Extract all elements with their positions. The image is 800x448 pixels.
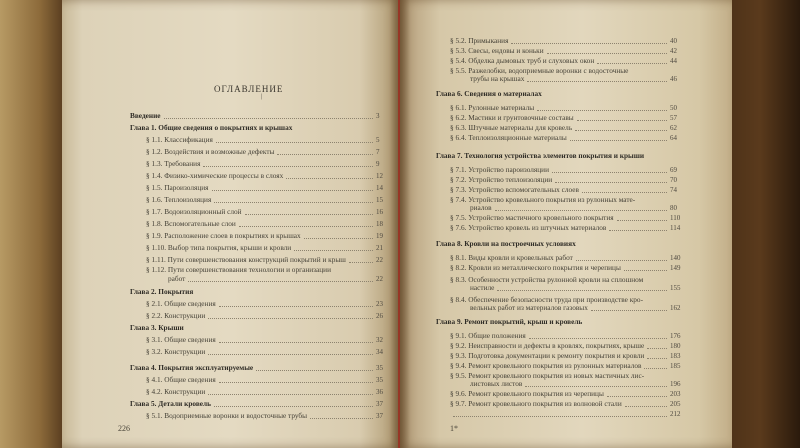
leader-dots <box>208 354 373 356</box>
leader-dots <box>212 190 373 192</box>
toc-entry: § 9.2. Неисправности и дефекты в кровлях, покрытиях, крыше <box>450 341 645 350</box>
toc-entry: § 1.8. Вспомогательные слои <box>146 219 236 228</box>
toc-page-number: 185 <box>670 362 681 370</box>
leader-dots <box>576 260 667 262</box>
leader-dots <box>529 338 667 340</box>
toc-entry: § 1.11. Пути совершенствования конструкций покрытий и крыш <box>146 255 346 264</box>
toc-page-number: 70 <box>670 176 677 184</box>
toc-entry: § 1.1. Классификация <box>146 135 213 144</box>
leader-dots <box>597 63 667 65</box>
toc-entry: Введение <box>130 111 161 120</box>
toc-entry: § 9.7. Ремонт кровельного покрытия из волновой стали <box>450 399 622 408</box>
toc-entry: § 7.4. Устройство кровельного покрытия из рулонных мате- <box>450 195 636 204</box>
toc-page-number: 37 <box>376 400 383 408</box>
toc-entry: § 4.2. Конструкции <box>146 387 206 396</box>
leader-dots <box>537 110 667 112</box>
toc-page-number: 162 <box>670 304 681 312</box>
toc-entry: листовых листов <box>470 379 523 388</box>
leader-dots <box>625 406 667 408</box>
toc-page-number: 64 <box>670 134 677 142</box>
toc-page-number: 74 <box>670 186 677 194</box>
toc-page-number: 205 <box>670 400 681 408</box>
toc-entry: вельных работ из материалов газовых <box>470 303 588 312</box>
toc-entry: § 9.6. Ремонт кровельного покрытия из черепицы <box>450 389 604 398</box>
toc-entry: Глава 1. Общие сведения о покрытиях и крышах <box>130 123 293 132</box>
toc-entry: § 6.2. Мастики и грунтовочные составы <box>450 113 574 122</box>
contents-title: ОГЛАВЛЕНИЕ <box>214 84 284 94</box>
toc-entry: § 9.3. Подготовка документации к ремонту покрытия и кровли <box>450 351 645 360</box>
toc-entry: Глава 7. Технология устройства элементов покрытия и крыши <box>436 151 645 160</box>
leader-dots <box>607 396 667 398</box>
leader-dots <box>552 172 667 174</box>
leader-dots <box>511 43 667 45</box>
toc-entry: Глава 3. Крыши <box>130 323 184 332</box>
leader-dots <box>214 406 373 408</box>
toc-entry: трубы на крышах <box>470 74 525 83</box>
leader-dots <box>547 53 667 55</box>
leader-dots <box>644 368 667 370</box>
toc-entry: § 1.9. Расположение слоев в покрытиях и крышах <box>146 231 301 240</box>
leader-dots <box>577 120 667 122</box>
leader-dots <box>245 214 373 216</box>
right-page-number: 1* <box>450 424 458 433</box>
toc-page-number: 26 <box>376 312 383 320</box>
toc-page-number: 62 <box>670 124 677 132</box>
leader-dots <box>575 130 667 132</box>
toc-page-number: 155 <box>670 284 681 292</box>
toc-page-number: 14 <box>376 184 383 192</box>
toc-page-number: 12 <box>376 172 383 180</box>
toc-entry: § 5.3. Свесы, ендовы и коньки <box>450 46 544 55</box>
leader-dots <box>294 250 373 252</box>
toc-page-number: 7 <box>376 148 380 156</box>
toc-entry: § 1.3. Требования <box>146 159 201 168</box>
leader-dots <box>286 178 373 180</box>
toc-entry: § 3.2. Конструкции <box>146 347 206 356</box>
leader-dots <box>219 306 373 308</box>
leader-dots <box>208 318 373 320</box>
toc-entry: риалов <box>470 203 492 212</box>
toc-entry: § 5.1. Водоприемные воронки и водосточные трубы <box>146 411 308 420</box>
toc-entry: § 6.4. Теплоизоляционные материалы <box>450 133 567 142</box>
leader-dots <box>214 202 373 204</box>
toc-page-number: 50 <box>670 104 677 112</box>
toc-page-number: 183 <box>670 352 681 360</box>
toc-entry: § 1.7. Водоизоляционный слой <box>146 207 242 216</box>
leader-dots <box>203 166 373 168</box>
leader-dots <box>617 220 667 222</box>
toc-entry: § 8.4. Обеспечение безопасности труда при производстве кро- <box>450 295 644 304</box>
toc-page-number: 9 <box>376 160 380 168</box>
right-page <box>400 0 732 448</box>
toc-page-number: 44 <box>670 57 677 65</box>
leader-dots <box>555 182 667 184</box>
toc-entry: § 1.4. Физико-химические процессы в слоях <box>146 171 284 180</box>
toc-page-number: 23 <box>376 300 383 308</box>
toc-entry: Глава 4. Покрытия эксплуатируемые <box>130 363 254 372</box>
toc-page-number: 19 <box>376 232 383 240</box>
toc-entry: § 3.1. Общие сведения <box>146 335 216 344</box>
toc-entry: § 6.3. Штучные материалы для кровель <box>450 123 573 132</box>
leader-dots <box>277 154 373 156</box>
toc-page-number: 21 <box>376 244 383 252</box>
toc-entry: § 1.10. Выбор типа покрытия, крыши и кровли <box>146 243 292 252</box>
leader-dots <box>582 192 667 194</box>
leader-dots <box>164 118 373 120</box>
toc-page-number: 3 <box>376 112 380 120</box>
toc-entry: § 6.1. Рулонные материалы <box>450 103 535 112</box>
leader-dots <box>216 142 373 144</box>
leader-dots <box>495 210 667 212</box>
toc-page-number: 22 <box>376 256 383 264</box>
left-page <box>62 0 400 448</box>
toc-page-number: 114 <box>670 224 681 232</box>
leader-dots <box>256 370 373 372</box>
toc-entry: § 7.6. Устройство кровель из штучных материалов <box>450 223 607 232</box>
leader-dots <box>591 310 667 312</box>
toc-entry: § 2.2. Конструкции <box>146 311 206 320</box>
toc-page-number: 36 <box>376 388 383 396</box>
toc-page-number: 15 <box>376 196 383 204</box>
toc-page-number: 40 <box>670 37 677 45</box>
toc-entry: § 5.2. Примыкания <box>450 36 509 45</box>
toc-entry: § 7.1. Устройство пароизоляции <box>450 165 549 174</box>
leader-dots <box>208 394 373 396</box>
toc-entry: § 9.5. Ремонт кровельного покрытия из новых мастичных лис- <box>450 371 645 380</box>
toc-entry: § 7.5. Устройство мастичного кровельного покрытия <box>450 213 614 222</box>
leader-dots <box>304 238 373 240</box>
toc-page-number: 37 <box>376 412 383 420</box>
toc-entry: § 4.1. Общие сведения <box>146 375 216 384</box>
leader-dots <box>188 281 373 283</box>
toc-entry: Глава 8. Кровли на построечных условиях <box>436 239 576 248</box>
toc-entry: § 9.4. Ремонт кровельного покрытия из рулонных материалов <box>450 361 642 370</box>
leader-dots <box>647 348 667 350</box>
toc-page-number: 16 <box>376 208 383 216</box>
toc-page-number: 22 <box>376 275 383 283</box>
toc-page-number: 212 <box>670 410 681 418</box>
toc-page-number: 57 <box>670 114 677 122</box>
leader-dots <box>219 342 373 344</box>
toc-page-number: 180 <box>670 342 681 350</box>
toc-page-number: 149 <box>670 264 681 272</box>
toc-page-number: 32 <box>376 336 383 344</box>
toc-entry: § 5.4. Обделка дымовых труб и слуховых окон <box>450 56 595 65</box>
toc-entry: Глава 6. Сведения о материалах <box>436 89 542 98</box>
leader-dots <box>527 81 667 83</box>
toc-entry: § 5.5. Разжелобки, водоприемные воронки с водосточные <box>450 66 629 75</box>
toc-page-number: 18 <box>376 220 383 228</box>
toc-page-number: 140 <box>670 254 681 262</box>
toc-entry: § 1.2. Воздействия и возможные дефекты <box>146 147 275 156</box>
toc-page-number: 5 <box>376 136 380 144</box>
leader-dots <box>310 418 373 420</box>
toc-page-number: 42 <box>670 47 677 55</box>
leader-dots <box>239 226 373 228</box>
toc-entry: Глава 2. Покрытия <box>130 287 194 296</box>
toc-page-number: 69 <box>670 166 677 174</box>
leader-dots <box>497 290 667 292</box>
toc-entry: § 8.3. Особенности устройства рулонной кровли на сплошном <box>450 275 644 284</box>
toc-entry: Глава 5. Детали кровель <box>130 399 211 408</box>
leader-dots <box>525 386 667 388</box>
toc-entry: § 1.6. Теплоизоляция <box>146 195 212 204</box>
toc-entry: Глава 9. Ремонт покрытий, крыш и кровель <box>436 317 583 326</box>
left-page-number: 226 <box>118 424 130 433</box>
toc-page-number: 46 <box>670 75 677 83</box>
toc-page-number: 35 <box>376 376 383 384</box>
toc-entry: § 1.5. Пароизоляция <box>146 183 209 192</box>
toc-entry: § 7.2. Устройство теплоизоляции <box>450 175 553 184</box>
toc-entry: § 8.2. Кровли из металлического покрытия и черепицы <box>450 263 621 272</box>
leader-dots <box>349 262 373 264</box>
toc-page-number: 203 <box>670 390 681 398</box>
toc-entry: § 8.1. Виды кровли и кровельных работ <box>450 253 573 262</box>
toc-page-number: 80 <box>670 204 677 212</box>
toc-entry: работ <box>168 274 186 283</box>
toc-page-number: 34 <box>376 348 383 356</box>
leader-dots <box>219 382 373 384</box>
title-ornament: | <box>261 94 264 100</box>
leader-dots <box>453 416 667 418</box>
leader-dots <box>647 358 667 360</box>
toc-page-number: 35 <box>376 364 383 372</box>
toc-page-number: 176 <box>670 332 681 340</box>
leader-dots <box>624 270 667 272</box>
leader-dots <box>609 230 667 232</box>
toc-entry: § 2.1. Общие сведения <box>146 299 216 308</box>
leader-dots <box>570 140 667 142</box>
toc-entry: § 7.3. Устройство вспомогательных слоев <box>450 185 579 194</box>
toc-page-number: 196 <box>670 380 681 388</box>
toc-page-number: 110 <box>670 214 681 222</box>
toc-entry: § 9.1. Общие положения <box>450 331 526 340</box>
toc-entry: настиле <box>470 283 495 292</box>
toc-entry: § 1.12. Пути совершенствования технологии и организации <box>146 265 331 274</box>
